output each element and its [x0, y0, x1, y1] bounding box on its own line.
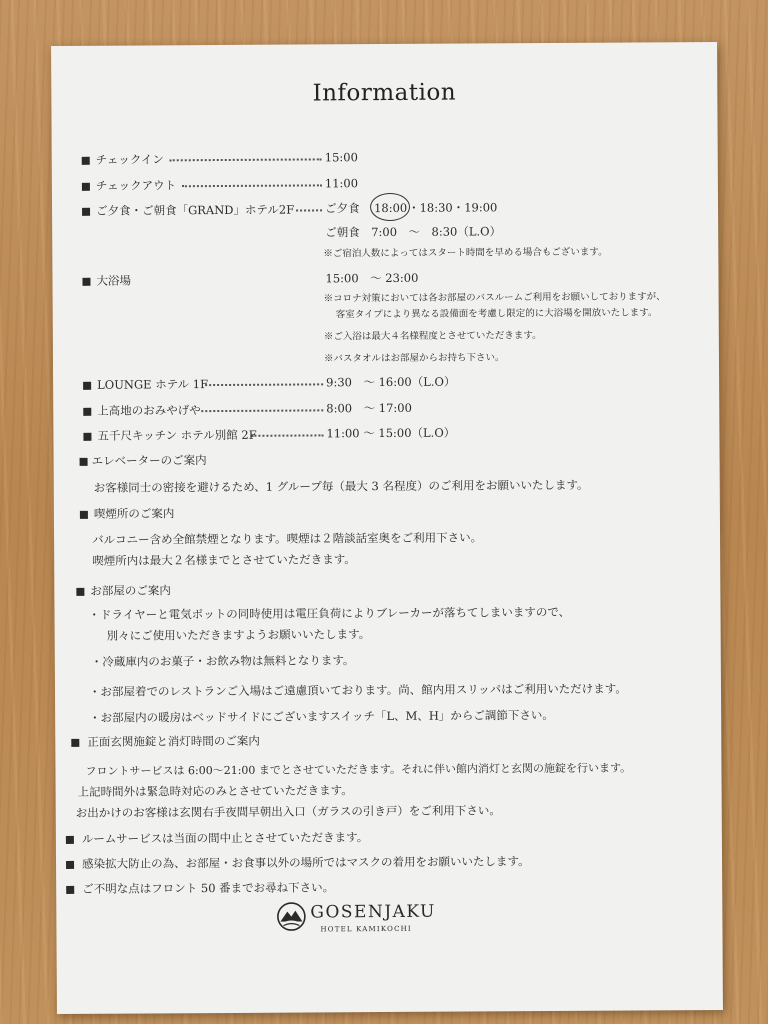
logo-subtitle: HOTEL KAMIKOCHI	[320, 924, 412, 934]
bullet-icon	[83, 382, 91, 390]
leader-dots	[201, 409, 323, 412]
bullet-icon	[66, 836, 74, 844]
notice-front-desk: ご不明な点はフロント 50 番までお尋ね下さい。	[82, 880, 335, 896]
breakfast-time: ご朝食 7:00 ～ 8:30（L.O）	[325, 224, 502, 240]
checkout-time: 11:00	[324, 176, 359, 191]
smoking-line: バルコニー含め全館禁煙となります。喫煙は２階談話室奥をご利用下さい。	[92, 530, 483, 547]
dining-label: ご夕食・ご朝食「GRAND」ホテル2F	[96, 202, 295, 218]
lounge-label: LOUNGE ホテル 1F	[97, 377, 209, 392]
bath-time: 15:00 ～ 23:00	[325, 270, 419, 286]
bath-note: ※バスタオルはお部屋からお持ち下さい。	[323, 352, 505, 365]
dinner-label: ご夕食	[325, 201, 360, 216]
leader-dots	[182, 184, 322, 187]
bath-note: ※コロナ対策においては各お部屋のバスルームご利用をお願いしておりますが、	[323, 291, 666, 305]
bullet-icon	[83, 433, 91, 441]
smoking-line: 喫煙所内は最大２名様までとさせていただきます。	[92, 552, 356, 568]
page-title: Information	[312, 79, 457, 107]
kitchen-time: 11:00 ～ 15:00（L.O）	[326, 425, 456, 441]
checkin-label: チェックイン	[95, 152, 164, 167]
bullet-icon	[82, 183, 90, 191]
souvenir-label: 上高地のおみやげや	[97, 403, 201, 418]
lounge-time: 9:30 ～ 16:00（L.O）	[326, 374, 456, 390]
bullet-icon	[66, 886, 74, 894]
bullet-icon	[71, 739, 79, 747]
bullet-icon	[66, 861, 74, 869]
bullet-icon	[83, 408, 91, 416]
leader-dots	[170, 158, 322, 161]
checkin-time: 15:00	[324, 150, 358, 165]
logo-wordmark: GOSENJAKU	[310, 901, 436, 923]
bullet-icon	[76, 588, 84, 596]
bath-label: 大浴場	[96, 273, 132, 288]
bullet-icon	[82, 208, 90, 216]
bullet-icon	[82, 157, 90, 165]
entrance-line: 上記時間外は緊急時対応のみとさせていただきます。	[77, 783, 353, 799]
checkout-label: チェックアウト	[95, 178, 177, 193]
mountain-logo-icon	[276, 902, 306, 932]
hotel-logo	[276, 900, 516, 941]
bullet-icon	[82, 278, 90, 286]
room-item: ・お部屋着でのレストランご入場はご遠慮頂いております。尚、館内用スリッパはご利用いただけます。	[88, 681, 627, 699]
information-sheet	[51, 42, 723, 1014]
room-item: ・お部屋内の暖房はベッドサイドにございますスイッチ「L、M、H」からご調節下さい。	[89, 707, 554, 725]
elevator-heading: エレベーターのご案内	[91, 453, 207, 468]
elevator-body: お客様同士の密接を避けるため、1 グループ毎（最大 3 名程度）のご利用をお願いいたします。	[93, 477, 589, 495]
notice-room-service: ルームサービスは当面の間中止とさせていただきます。	[81, 830, 369, 846]
leader-dots	[251, 434, 323, 436]
souvenir-time: 8:00 ～ 17:00	[326, 400, 412, 416]
entrance-line: フロントサービスは 6:00～21:00 までとさせていただきます。それに伴い館内消灯と玄関の施錠を行います。	[85, 761, 632, 778]
bath-note: 客室タイプにより異なる設備面を考慮し限定的に大浴場を開放いたします。	[335, 307, 658, 321]
leader-dots	[296, 209, 322, 211]
room-item: 別々にご使用いただきますようお願いいたします。	[106, 627, 371, 643]
dining-note: ※ご宿泊人数によってはスタート時間を早める場合もございます。	[323, 246, 608, 260]
room-item: ・ドライヤーと電気ポットの同時使用は電圧負荷によりブレーカーが落ちてしまいますので、	[88, 604, 571, 622]
smoking-heading: 喫煙所のご案内	[93, 506, 175, 521]
dinner-times: ・18:30・19:00	[408, 200, 498, 215]
kitchen-label: 五千尺キッチン ホテル別館 2F	[97, 427, 257, 443]
leader-dots	[205, 383, 323, 386]
bullet-icon	[80, 458, 88, 466]
notice-mask: 感染拡大防止の為、お部屋・お食事以外の場所ではマスクの着用をお願いいたします。	[82, 854, 530, 871]
room-item: ・冷蔵庫内のお菓子・お飲み物は無料となります。	[90, 653, 355, 669]
bullet-icon	[80, 511, 88, 519]
entrance-heading: 正面玄関施錠と消灯時間のご案内	[87, 733, 260, 749]
dinner-circled-time: 18:00	[374, 200, 408, 216]
bath-note: ※ご入浴は最大４名様程度とさせていただきます。	[323, 330, 542, 343]
entrance-line: お出かけのお客様は玄関右手夜間早朝出入口（ガラスの引き戸）をご利用下さい。	[75, 803, 501, 820]
room-heading: お部屋のご案内	[90, 583, 171, 598]
